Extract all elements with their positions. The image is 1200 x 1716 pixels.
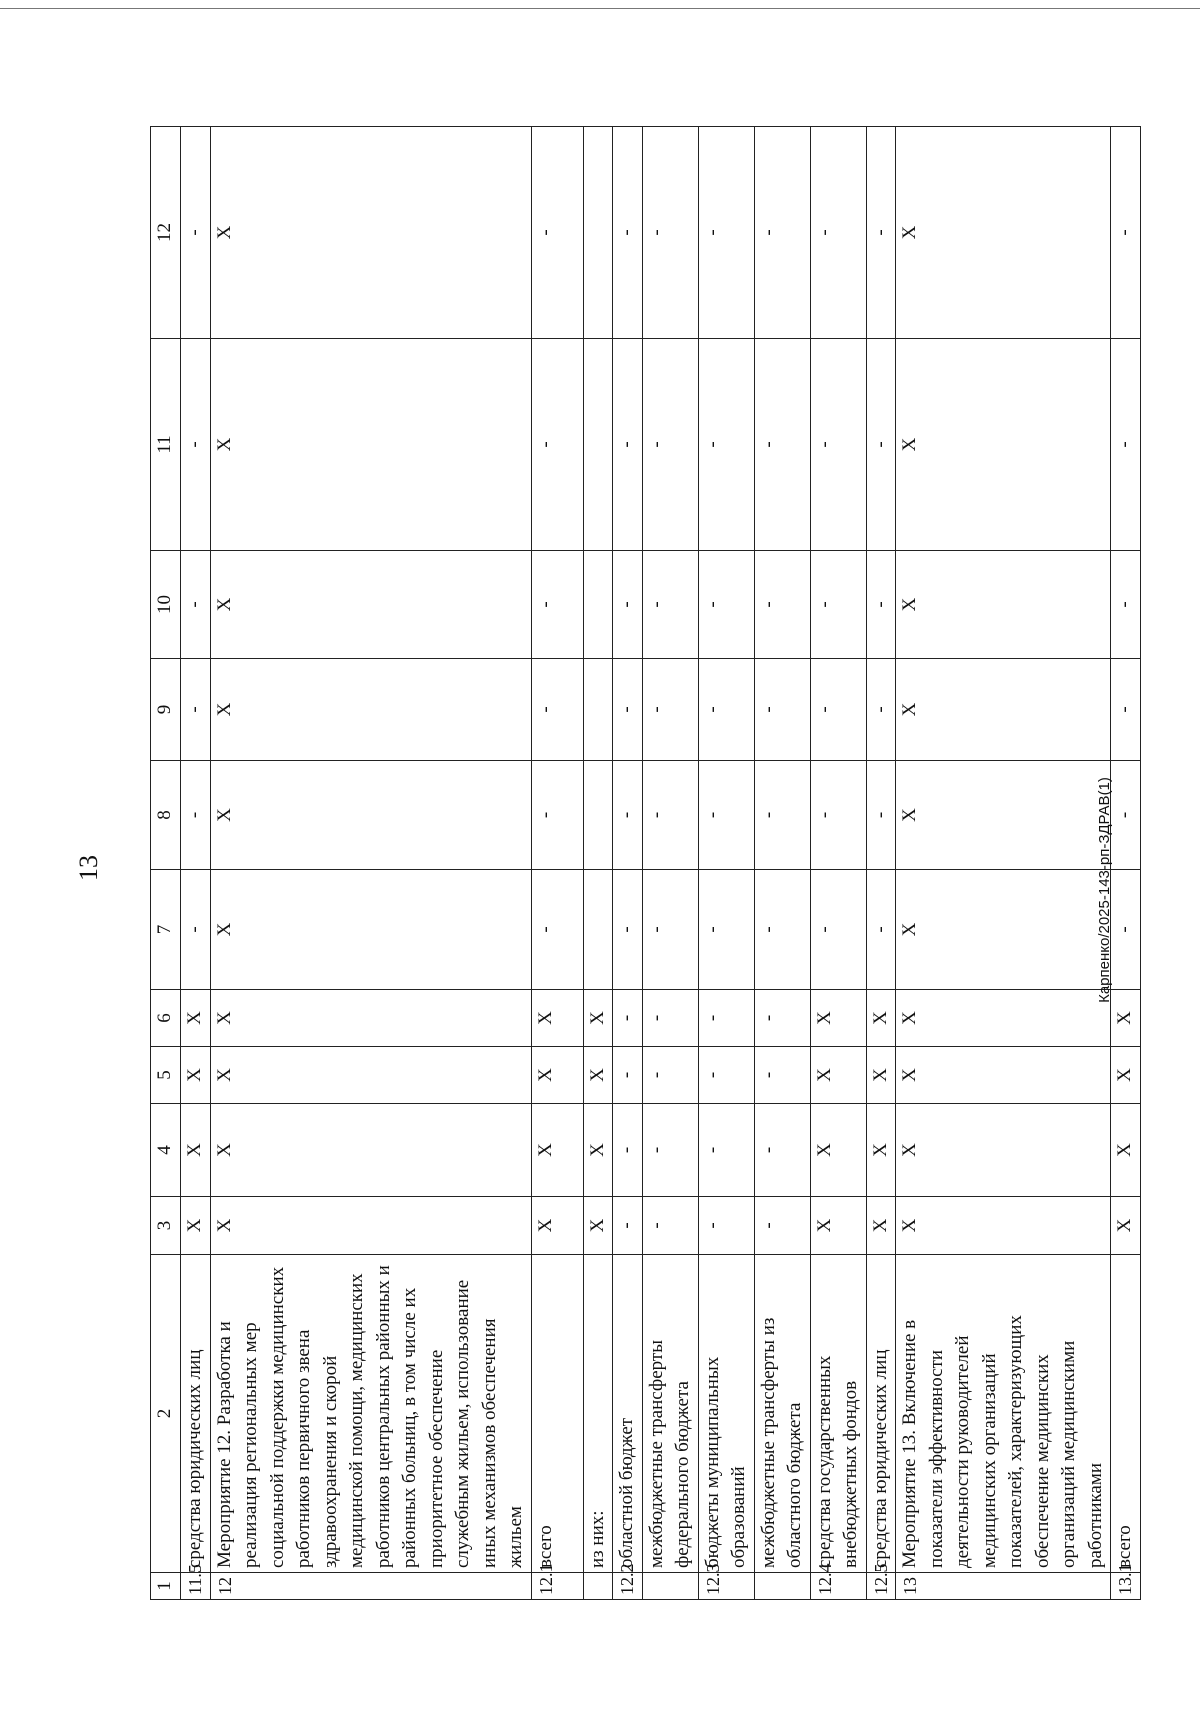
value-cell: - [642,1197,698,1255]
value-cell: - [613,339,643,551]
value-cell: - [613,1104,643,1197]
value-cell: Х [583,1047,613,1104]
row-number: 12.1 [531,1573,583,1600]
value-cell: - [754,1047,810,1104]
value-cell: - [866,870,896,990]
value-cell: Х [181,990,211,1047]
value-cell: Х [1111,1047,1141,1104]
value-cell: Х [210,761,531,870]
value-cell: - [531,870,583,990]
value-cell: - [810,659,866,761]
column-header: 3 [151,1197,181,1255]
value-cell: - [810,761,866,870]
value-cell: Х [866,990,896,1047]
value-cell: Х [810,1104,866,1197]
value-cell: Х [181,1047,211,1104]
value-cell: - [531,127,583,339]
value-cell: - [698,127,754,339]
value-cell: Х [1111,990,1141,1047]
row-label: всего [531,1255,583,1573]
table-row [866,127,896,1600]
row-label: Мероприятие 12. Разработка и реализация региональных мер социальной поддержки медицинских работников первичного звена здравоохранения и скорой медицинской помощи, медицинских работников центральных районных и районных больниц, в том числе их приоритетное обеспечение служебным жильем, использование иных механизмов обеспечения жильем [210,1255,531,1573]
value-cell: Х [181,1104,211,1197]
value-cell: - [698,761,754,870]
value-cell: - [613,127,643,339]
value-cell: - [181,551,211,659]
value-cell: Х [810,1197,866,1255]
value-cell: - [866,659,896,761]
column-header: 5 [151,1047,181,1104]
page-number: 13 [74,855,103,881]
value-cell: - [642,870,698,990]
row-number: 12.5 [866,1573,896,1600]
value-cell: - [642,127,698,339]
row-number [583,1573,613,1600]
value-cell: - [642,339,698,551]
value-cell: - [754,551,810,659]
value-cell: Х [583,1197,613,1255]
value-cell: Х [210,1197,531,1255]
value-cell: - [698,1104,754,1197]
value-cell: - [754,659,810,761]
value-cell: Х [210,1104,531,1197]
value-cell: - [698,1197,754,1255]
funding-table [150,126,1141,1600]
value-cell: Х [210,990,531,1047]
value-cell: Х [896,1047,1111,1104]
value-cell: Х [896,1197,1111,1255]
value-cell: Х [210,339,531,551]
value-cell: Х [896,990,1111,1047]
value-cell: Х [896,127,1111,339]
row-number: 12.2 [613,1573,643,1600]
value-cell: - [642,761,698,870]
value-cell: - [531,551,583,659]
value-cell: Х [531,990,583,1047]
value-cell: Х [210,551,531,659]
value-cell: Х [531,1047,583,1104]
value-cell: - [642,1104,698,1197]
table-row [181,127,211,1600]
table-row [210,127,531,1600]
value-cell: Х [531,1104,583,1197]
column-header: 12 [151,127,181,339]
value-cell: - [698,551,754,659]
row-label: средства юридических лиц [866,1255,896,1573]
value-cell [583,761,613,870]
row-number: 12.3 [698,1573,754,1600]
table-header-row [151,127,181,1600]
value-cell: - [698,870,754,990]
row-number [642,1573,698,1600]
value-cell: Х [896,761,1111,870]
value-cell: Х [583,990,613,1047]
column-header: 1 [151,1573,181,1600]
value-cell: Х [583,1104,613,1197]
value-cell: - [1111,339,1141,551]
value-cell: - [866,551,896,659]
value-cell: - [531,659,583,761]
value-cell: Х [210,1047,531,1104]
value-cell: - [754,127,810,339]
value-cell [583,127,613,339]
value-cell: - [1111,870,1141,990]
value-cell: - [613,1197,643,1255]
scan-top-edge-line [0,8,1200,9]
row-number: 11.5 [181,1573,211,1600]
value-cell [583,870,613,990]
value-cell: - [698,659,754,761]
table-row [642,127,698,1600]
value-cell: - [810,870,866,990]
table-row [613,127,643,1600]
column-header: 10 [151,551,181,659]
value-cell: - [613,659,643,761]
column-header: 6 [151,990,181,1047]
row-label: Мероприятие 13. Включение в показатели эффективности деятельности руководителей медицинских организаций показателей, характеризующих обеспечение медицинских организаций медицинскими работниками [896,1255,1111,1573]
value-cell: - [866,339,896,551]
value-cell: Х [896,1104,1111,1197]
value-cell: Х [210,659,531,761]
value-cell: - [613,990,643,1047]
value-cell: - [866,127,896,339]
value-cell [583,551,613,659]
value-cell: - [754,870,810,990]
column-header: 11 [151,339,181,551]
value-cell: Х [896,659,1111,761]
value-cell: Х [210,870,531,990]
column-header: 8 [151,761,181,870]
document-code-footer: Карпенко/2025-143-рп-ЗДРАВ(1) [1096,777,1113,1003]
value-cell: - [698,990,754,1047]
value-cell: - [1111,761,1141,870]
value-cell: - [613,1047,643,1104]
value-cell: - [754,339,810,551]
row-label: из них: [583,1255,613,1573]
value-cell: - [181,127,211,339]
value-cell: - [754,990,810,1047]
value-cell [583,339,613,551]
row-label: средства государственных внебюджетных фондов [810,1255,866,1573]
value-cell: - [866,761,896,870]
value-cell: Х [810,990,866,1047]
value-cell: - [754,1104,810,1197]
table-row [583,127,613,1600]
value-cell: - [531,339,583,551]
value-cell: Х [896,870,1111,990]
value-cell: Х [810,1047,866,1104]
value-cell: - [698,1047,754,1104]
value-cell: - [810,339,866,551]
value-cell: - [1111,659,1141,761]
row-label: всего [1111,1255,1141,1573]
value-cell: Х [896,551,1111,659]
table-row [754,127,810,1600]
value-cell: - [754,761,810,870]
value-cell: - [181,659,211,761]
value-cell: - [181,761,211,870]
value-cell: Х [210,127,531,339]
table-row [810,127,866,1600]
value-cell: - [642,1047,698,1104]
value-cell: Х [866,1197,896,1255]
value-cell: Х [531,1197,583,1255]
row-number: 12.4 [810,1573,866,1600]
row-number: 13.1 [1111,1573,1141,1600]
value-cell: - [810,127,866,339]
row-number: 12 [210,1573,531,1600]
table-row [531,127,583,1600]
value-cell: Х [866,1047,896,1104]
value-cell: Х [1111,1197,1141,1255]
row-number [754,1573,810,1600]
row-label: межбюджетные трансферты федерального бюджета [642,1255,698,1573]
table-row [698,127,754,1600]
value-cell: - [613,870,643,990]
value-cell: Х [181,1197,211,1255]
table-row [896,127,1111,1600]
value-cell: - [1111,127,1141,339]
value-cell: - [181,870,211,990]
value-cell: Х [866,1104,896,1197]
column-header: 9 [151,659,181,761]
value-cell: - [642,990,698,1047]
value-cell: - [642,551,698,659]
value-cell [583,659,613,761]
value-cell: - [1111,551,1141,659]
column-header: 2 [151,1255,181,1573]
row-label: бюджеты муниципальных образований [698,1255,754,1573]
value-cell: - [613,551,643,659]
value-cell: - [613,761,643,870]
value-cell: - [698,339,754,551]
value-cell: - [810,551,866,659]
row-number: 13 [896,1573,1111,1600]
column-header: 4 [151,1104,181,1197]
value-cell: - [642,659,698,761]
value-cell: Х [896,339,1111,551]
row-label: средства юридических лиц [181,1255,211,1573]
column-header: 7 [151,870,181,990]
row-label: межбюджетные трансферты из областного бюджета [754,1255,810,1573]
value-cell: - [181,339,211,551]
value-cell: Х [1111,1104,1141,1197]
value-cell: - [531,761,583,870]
row-label: областной бюджет [613,1255,643,1573]
value-cell: - [754,1197,810,1255]
